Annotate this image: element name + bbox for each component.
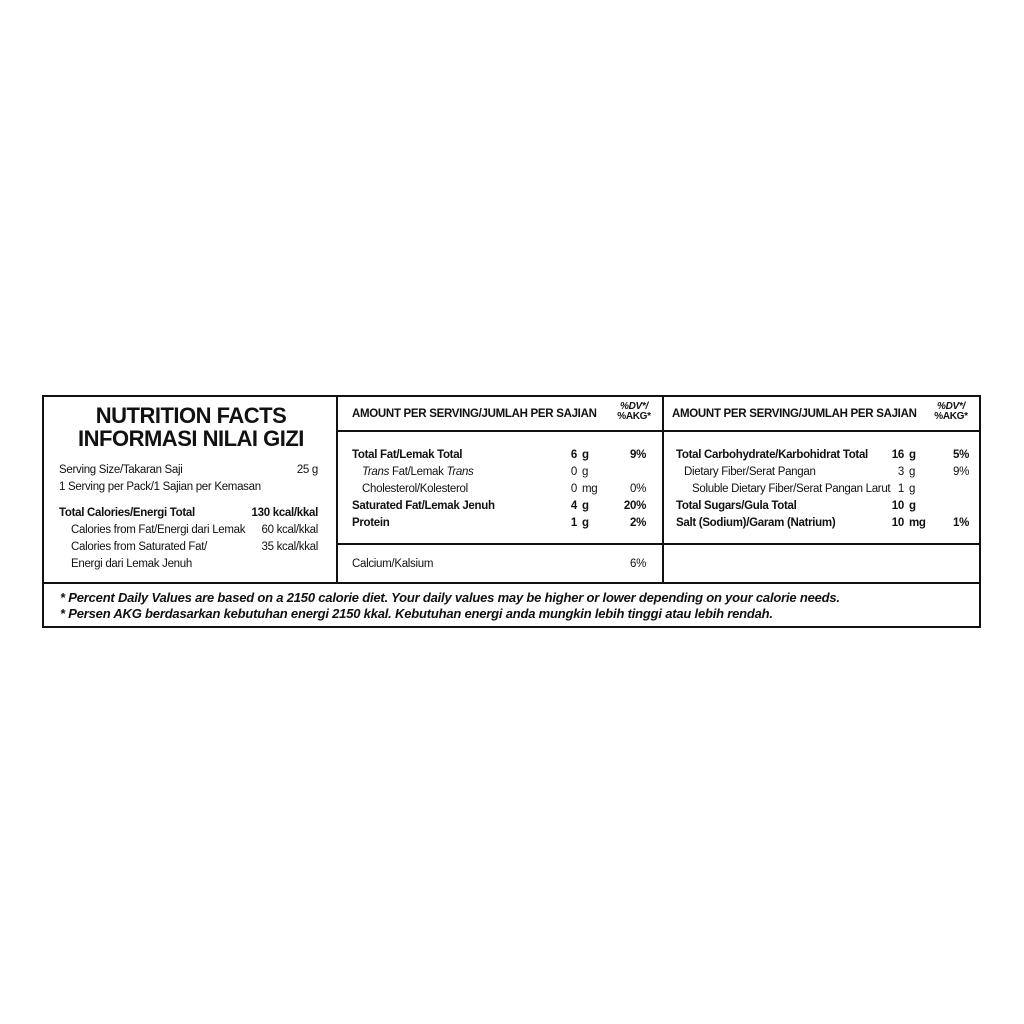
nutrients-panel-1 <box>338 397 664 582</box>
nutrient-unit: g <box>909 483 916 495</box>
nutrient-percent: 20% <box>623 500 646 512</box>
nutrients-panel-2 <box>664 397 979 582</box>
nutrient-unit: mg <box>909 517 926 529</box>
nutrient-label: Total Fat/Lemak Total <box>352 449 463 461</box>
footnote <box>44 582 979 628</box>
nutrient-label: Total Sugars/Gula Total <box>676 500 797 512</box>
nutrient-amount: 3 <box>897 466 904 478</box>
calcium-label: Calcium/Kalsium <box>352 558 434 570</box>
footnote-english: * Percent Daily Values are based on a 2150 calorie diet. Your daily values may be higher or lower depending on your calorie needs. <box>60 590 840 605</box>
nutrient-unit: g <box>909 500 916 512</box>
nutrient-label: Saturated Fat/Lemak Jenuh <box>352 500 495 512</box>
nutrient-unit: g <box>582 449 589 461</box>
serving-size-value: 25 g <box>296 464 318 476</box>
total-calories-label: Total Calories/Energi Total <box>59 507 195 519</box>
nutrient-percent: 2% <box>629 517 646 529</box>
header-divider <box>338 430 662 432</box>
calcium-divider <box>338 543 662 545</box>
nutrient-percent: 9% <box>952 466 969 478</box>
nutrient-percent: 0% <box>629 483 646 495</box>
calories-from-saturated-fat-label-2: Energi dari Lemak Jenuh <box>71 558 192 570</box>
calories-from-saturated-fat-label: Calories from Saturated Fat/ <box>71 541 208 553</box>
title-english: NUTRITION FACTS <box>95 403 287 428</box>
nutrient-label: Protein <box>352 517 390 529</box>
nutrient-percent: 1% <box>952 517 969 529</box>
calories-from-saturated-fat-value: 35 kcal/kkal <box>261 541 318 553</box>
nutrient-unit: g <box>582 517 589 529</box>
nutrient-unit: mg <box>582 483 598 495</box>
nutrient-amount: 4 <box>570 500 577 512</box>
servings-per-pack: 1 Serving per Pack/1 Sajian per Kemasan <box>59 481 261 493</box>
nutrient-amount: 1 <box>897 483 904 495</box>
amount-per-serving-header: AMOUNT PER SERVING/JUMLAH PER SAJIAN <box>672 408 917 420</box>
calories-from-fat-value: 60 kcal/kkal <box>261 524 318 536</box>
calcium-pct: 6% <box>629 558 646 570</box>
nutrient-amount: 1 <box>570 517 577 529</box>
serving-size-label: Serving Size/Takaran Saji <box>59 464 183 476</box>
nutrient-label: Dietary Fiber/Serat Pangan <box>684 466 816 478</box>
nutrient-unit: g <box>909 449 916 461</box>
dv-akg-header: %DV*/ %AKG* <box>934 401 968 422</box>
nutrient-percent: 5% <box>952 449 969 461</box>
nutrient-amount: 10 <box>891 517 904 529</box>
bottom-divider <box>664 543 979 545</box>
header-divider <box>664 430 979 432</box>
nutrient-percent: 9% <box>629 449 646 461</box>
amount-per-serving-header: AMOUNT PER SERVING/JUMLAH PER SAJIAN <box>352 408 597 420</box>
nutrient-unit: g <box>582 466 589 478</box>
nutrient-label: Soluble Dietary Fiber/Serat Pangan Larut <box>692 483 891 495</box>
nutrient-amount: 10 <box>891 500 904 512</box>
nutrient-amount: 0 <box>570 483 577 495</box>
nutrient-label: Salt (Sodium)/Garam (Natrium) <box>676 517 836 529</box>
nutrient-label: Total Carbohydrate/Karbohidrat Total <box>676 449 868 461</box>
nutrient-label: Cholesterol/Kolesterol <box>362 483 468 495</box>
calories-panel <box>44 397 338 582</box>
total-calories-value: 130 kcal/kkal <box>251 507 318 519</box>
nutrition-label <box>42 395 981 628</box>
calories-from-fat-label: Calories from Fat/Energi dari Lemak <box>71 524 246 536</box>
nutrient-unit: g <box>909 466 916 478</box>
nutrient-amount: 0 <box>570 466 577 478</box>
nutrient-amount: 16 <box>891 449 904 461</box>
footnote-indonesian: * Persen AKG berdasarkan kebutuhan energi 2150 kkal. Kebutuhan energi anda mungkin lebih tinggi atau lebih rendah. <box>60 606 773 621</box>
nutrient-amount: 6 <box>570 449 577 461</box>
dv-akg-header: %DV*/ %AKG* <box>617 401 651 422</box>
nutrient-unit: g <box>582 500 589 512</box>
nutrient-label: Trans Fat/Lemak Trans <box>362 466 474 478</box>
title-indonesian: INFORMASI NILAI GIZI <box>78 426 304 451</box>
